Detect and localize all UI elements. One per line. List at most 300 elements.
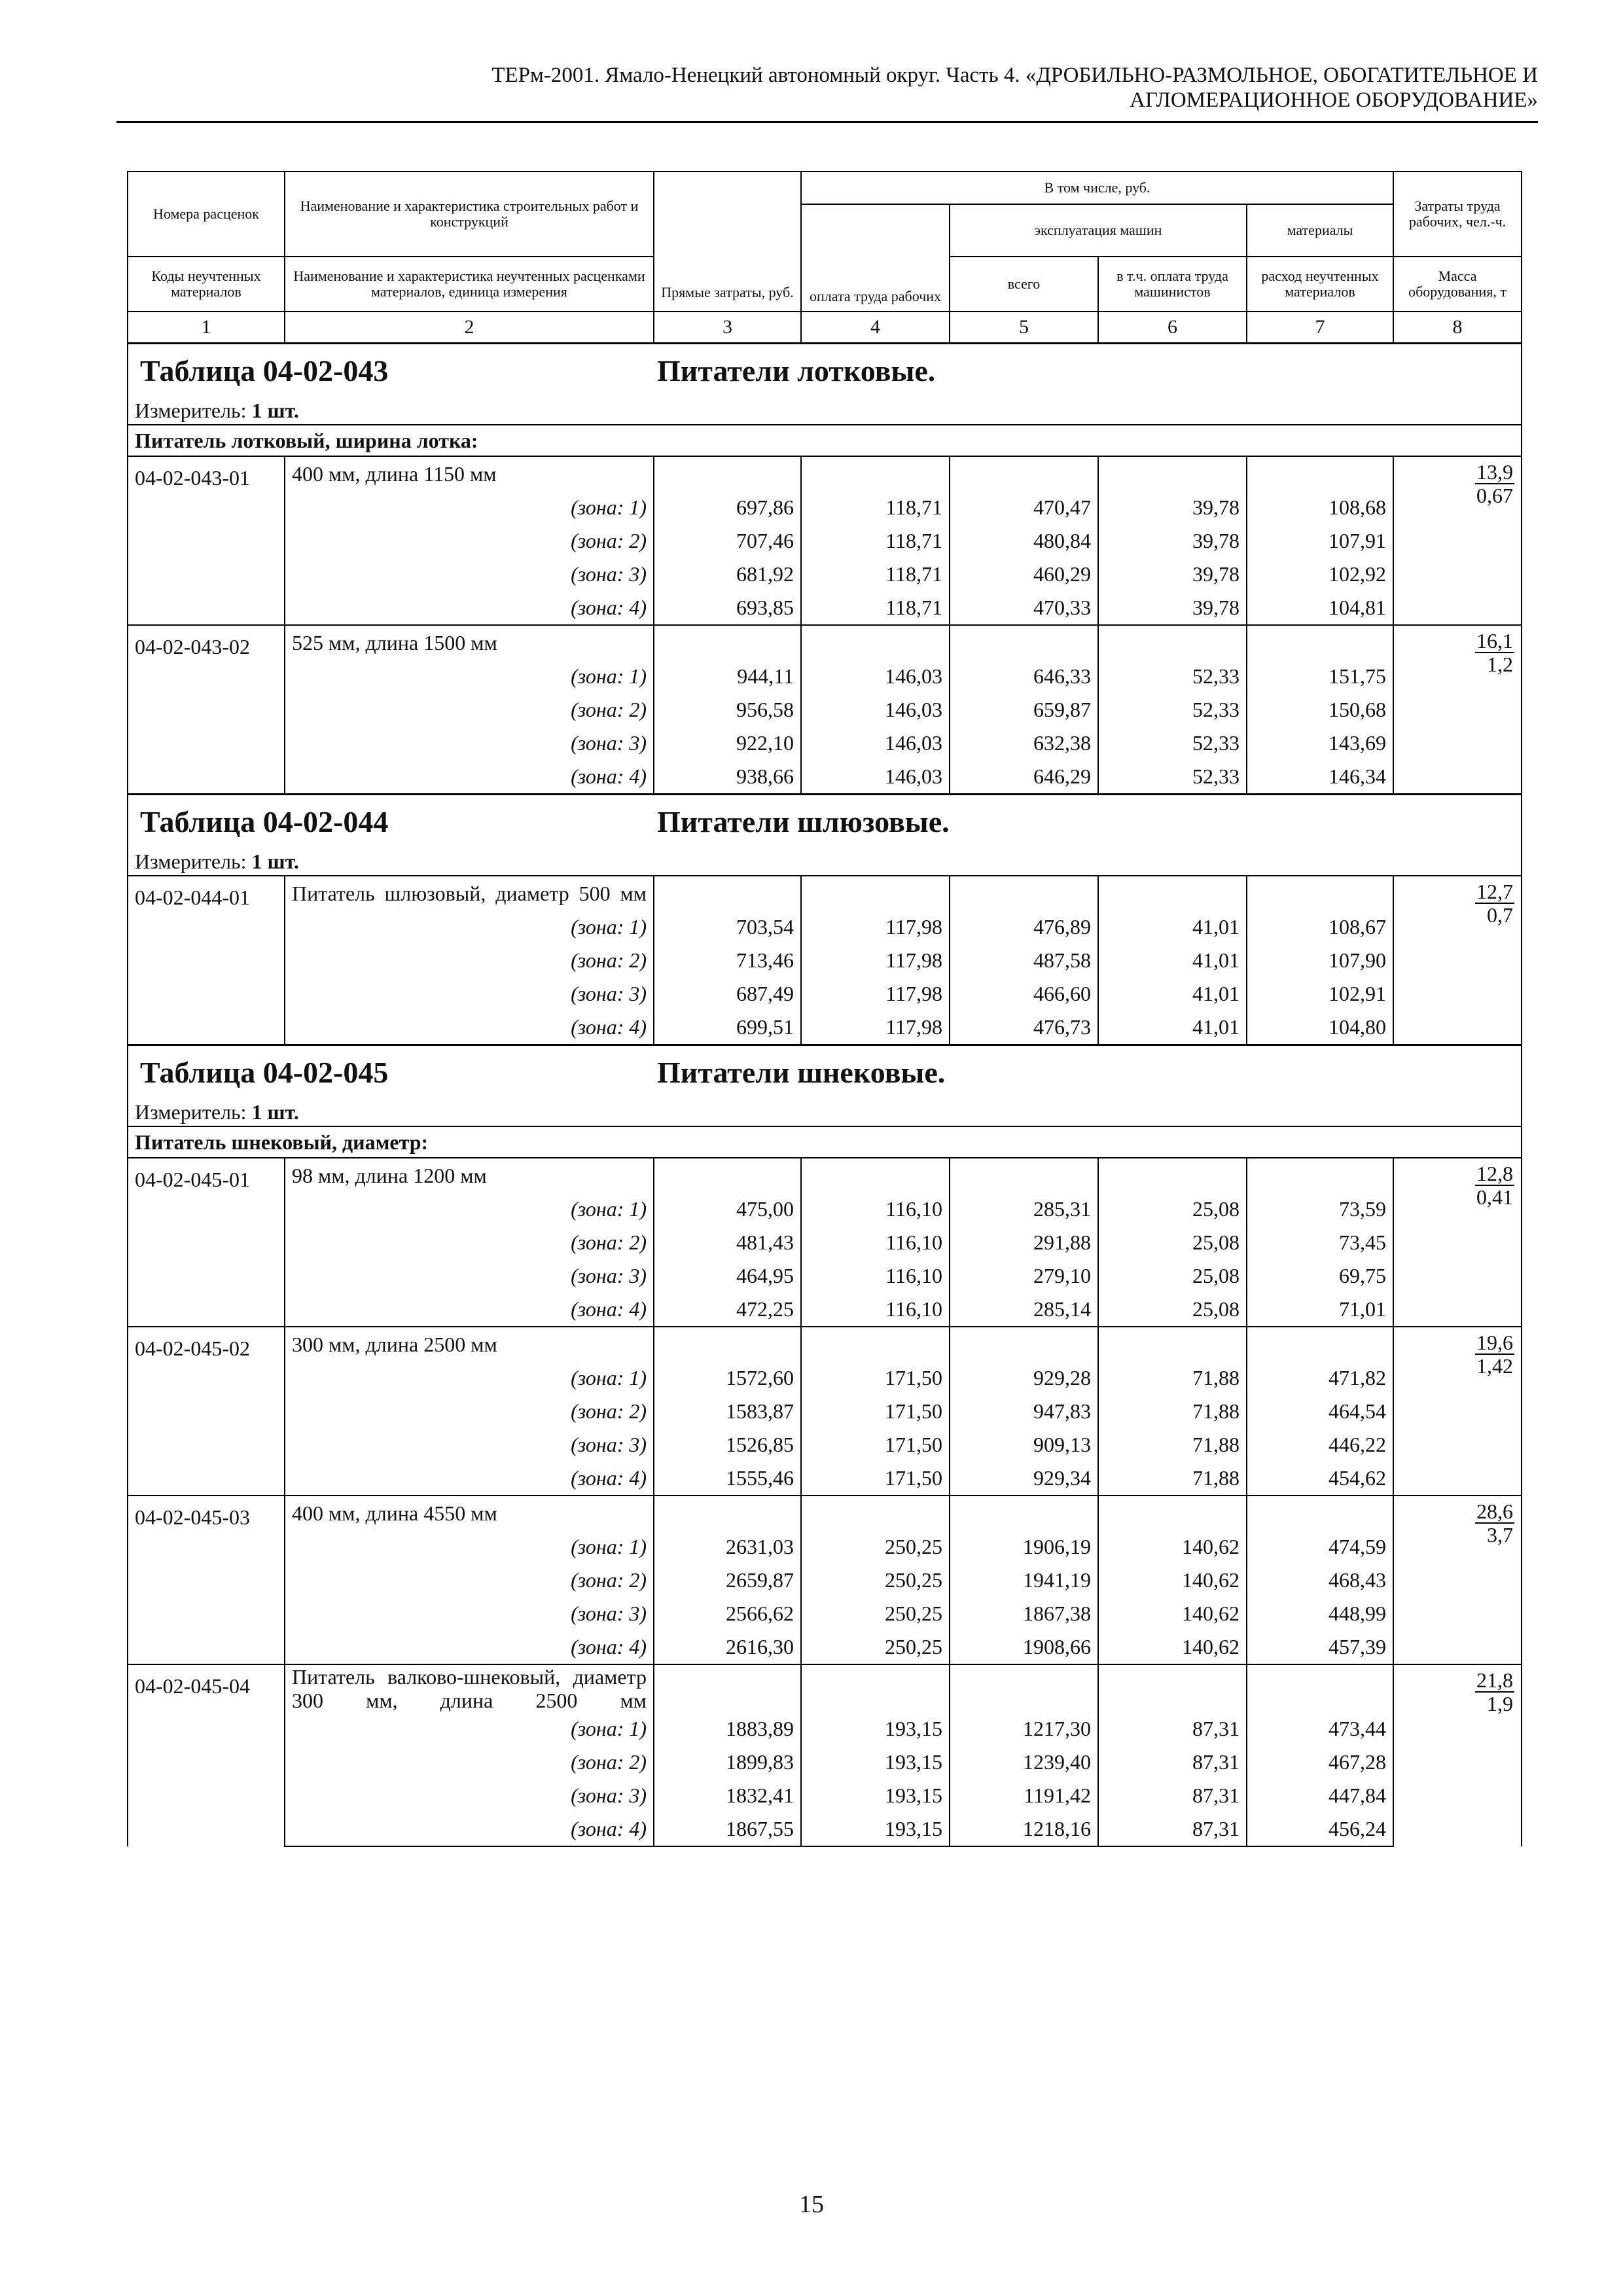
labor-hours: 12,7 (1476, 880, 1514, 903)
materials-cost: 102,92 (1247, 558, 1393, 591)
machines-total: 487,58 (950, 944, 1098, 977)
zone-row (128, 558, 1522, 591)
blank-cell (654, 876, 801, 910)
blank-cell (654, 625, 801, 660)
table-number: Таблица 04-02-044 (140, 804, 389, 838)
zone-row (128, 944, 1522, 977)
th-col2-bottom: Наименование и характеристика неучтенных расценками материалов, единица измерения (285, 257, 654, 312)
labor-hours: 12,8 (1476, 1162, 1514, 1185)
direct-cost: 703,54 (654, 910, 801, 944)
zone-label: (зона: 3) (285, 1259, 654, 1293)
meter-label: Измеритель: (135, 1100, 247, 1124)
table-title-row (128, 1045, 1522, 1099)
zone-label: (зона: 3) (285, 726, 654, 760)
direct-cost: 481,43 (654, 1226, 801, 1259)
direct-cost: 687,49 (654, 977, 801, 1011)
blank-cell (950, 456, 1098, 491)
materials-cost: 69,75 (1247, 1259, 1393, 1293)
table-title-cell (128, 1045, 1522, 1099)
equipment-mass: 0,67 (1476, 484, 1514, 507)
materials-cost: 108,67 (1247, 910, 1393, 944)
rate-row (128, 1158, 1522, 1193)
machines-total: 285,31 (950, 1193, 1098, 1226)
materials-cost: 108,68 (1247, 491, 1393, 524)
machines-total: 285,14 (950, 1293, 1098, 1327)
rate-row (128, 1327, 1522, 1361)
blank-cell (1098, 1664, 1247, 1712)
equipment-mass: 3,7 (1487, 1523, 1514, 1547)
direct-cost: 2631,03 (654, 1530, 801, 1564)
rate-row (128, 1664, 1522, 1712)
machines-total: 291,88 (950, 1226, 1098, 1259)
zone-label: (зона: 4) (285, 1812, 654, 1846)
meter-cell (128, 1098, 1522, 1126)
rate-name: 98 мм, длина 1200 мм (285, 1158, 654, 1193)
blank-cell (801, 1327, 950, 1361)
zone-label: (зона: 3) (285, 1779, 654, 1812)
zone-label: (зона: 4) (285, 1630, 654, 1664)
zone-row (128, 1597, 1522, 1630)
labor-pay: 118,71 (801, 591, 950, 625)
zone-row (128, 910, 1522, 944)
machinists-pay: 41,01 (1098, 977, 1247, 1011)
direct-cost: 699,51 (654, 1011, 801, 1045)
labor-pay: 146,03 (801, 660, 950, 693)
labor-pay: 250,25 (801, 1630, 950, 1664)
materials-cost: 151,75 (1247, 660, 1393, 693)
blank-cell (654, 1327, 801, 1361)
labor-mass-fraction (1475, 880, 1514, 926)
labor-pay: 250,25 (801, 1597, 950, 1630)
th-col8-top: Затраты труда рабочих, чел.-ч. (1393, 171, 1522, 257)
materials-cost: 104,81 (1247, 591, 1393, 625)
materials-cost: 107,90 (1247, 944, 1393, 977)
table-number: Таблица 04-02-045 (140, 1055, 389, 1089)
rate-row (128, 1496, 1522, 1530)
materials-cost: 471,82 (1247, 1361, 1393, 1395)
column-number: 3 (654, 312, 801, 344)
table-title-cell (128, 795, 1522, 848)
column-number: 1 (128, 312, 285, 344)
meter-value: 1 шт. (251, 398, 299, 422)
table-name: Питатели шнековые. (657, 1055, 946, 1089)
machinists-pay: 71,88 (1098, 1428, 1247, 1462)
labor-pay: 146,03 (801, 760, 950, 795)
zone-row (128, 1361, 1522, 1395)
zone-label: (зона: 1) (285, 1530, 654, 1564)
header-line-1: ТЕРм-2001. Ямало-Ненецкий автономный округ. Часть 4. «ДРОБИЛЬНО-РАЗМОЛЬНОЕ, ОБОГАТИТЕЛЬНОЕ И (491, 63, 1538, 87)
labor-pay: 171,50 (801, 1361, 950, 1395)
equipment-mass: 0,7 (1487, 903, 1514, 927)
direct-cost: 1583,87 (654, 1395, 801, 1428)
blank-cell (654, 1664, 801, 1712)
labor-pay: 117,98 (801, 977, 950, 1011)
zone-row (128, 1630, 1522, 1664)
labor-pay: 118,71 (801, 524, 950, 558)
materials-cost: 143,69 (1247, 726, 1393, 760)
zone-label: (зона: 1) (285, 1712, 654, 1746)
machinists-pay: 39,78 (1098, 524, 1247, 558)
zone-row (128, 591, 1522, 625)
rate-code: 04-02-044-01 (128, 876, 285, 1045)
blank-cell (1247, 1158, 1393, 1193)
labor-pay: 117,98 (801, 944, 950, 977)
materials-cost: 71,01 (1247, 1293, 1393, 1327)
meter-label: Измеритель: (135, 849, 247, 873)
zone-row (128, 1530, 1522, 1564)
direct-cost: 707,46 (654, 524, 801, 558)
blank-cell (1098, 456, 1247, 491)
blank-cell (801, 1158, 950, 1193)
machines-total: 470,33 (950, 591, 1098, 625)
subheading: Питатель шнековый, диаметр: (128, 1126, 1522, 1158)
machinists-pay: 52,33 (1098, 693, 1247, 726)
zone-label: (зона: 1) (285, 1361, 654, 1395)
direct-cost: 1555,46 (654, 1462, 801, 1496)
zone-label: (зона: 3) (285, 558, 654, 591)
materials-cost: 73,45 (1247, 1226, 1393, 1259)
labor-pay: 171,50 (801, 1395, 950, 1428)
machinists-pay: 87,31 (1098, 1746, 1247, 1779)
column-numbers-row (128, 312, 1522, 344)
page-number: 15 (799, 2191, 824, 2218)
table-name: Питатели лотковые. (657, 353, 936, 387)
materials-cost: 446,22 (1247, 1428, 1393, 1462)
machines-total: 1239,40 (950, 1746, 1098, 1779)
meter-row (128, 1098, 1522, 1126)
machines-total: 480,84 (950, 524, 1098, 558)
materials-cost: 447,84 (1247, 1779, 1393, 1812)
machinists-pay: 71,88 (1098, 1395, 1247, 1428)
meter-row (128, 397, 1522, 425)
labor-mass-cell (1393, 1496, 1522, 1664)
machines-total: 929,34 (950, 1462, 1098, 1496)
th-col3: Прямые затраты, руб. (654, 171, 801, 312)
machines-total: 632,38 (950, 726, 1098, 760)
machinists-pay: 140,62 (1098, 1564, 1247, 1597)
machinists-pay: 87,31 (1098, 1812, 1247, 1846)
zone-label: (зона: 3) (285, 977, 654, 1011)
rate-code: 04-02-045-03 (128, 1496, 285, 1664)
labor-mass-cell (1393, 1327, 1522, 1496)
zone-label: (зона: 2) (285, 1746, 654, 1779)
blank-cell (1098, 1158, 1247, 1193)
blank-cell (1098, 1496, 1247, 1530)
blank-cell (801, 456, 950, 491)
machinists-pay: 87,31 (1098, 1712, 1247, 1746)
zone-row (128, 491, 1522, 524)
blank-cell (950, 1496, 1098, 1530)
blank-cell (1247, 456, 1393, 491)
machinists-pay: 140,62 (1098, 1630, 1247, 1664)
table-title (135, 804, 1514, 839)
direct-cost: 713,46 (654, 944, 801, 977)
labor-pay: 116,10 (801, 1193, 950, 1226)
labor-pay: 193,15 (801, 1712, 950, 1746)
zone-row (128, 1395, 1522, 1428)
meter-cell (128, 397, 1522, 425)
column-number: 7 (1247, 312, 1393, 344)
meter-value: 1 шт. (251, 1100, 299, 1124)
th-col2-top: Наименование и характеристика строительных работ и конструкций (285, 171, 654, 257)
machinists-pay: 52,33 (1098, 760, 1247, 795)
direct-cost: 938,66 (654, 760, 801, 795)
table-title-cell (128, 344, 1522, 397)
rate-code: 04-02-045-02 (128, 1327, 285, 1496)
materials-cost: 474,59 (1247, 1530, 1393, 1564)
labor-hours: 21,8 (1476, 1668, 1514, 1692)
blank-cell (950, 876, 1098, 910)
blank-cell (1247, 1664, 1393, 1712)
blank-cell (1098, 1327, 1247, 1361)
machines-total: 646,33 (950, 660, 1098, 693)
direct-cost: 472,25 (654, 1293, 801, 1327)
rate-code: 04-02-045-04 (128, 1664, 285, 1846)
direct-cost: 1883,89 (654, 1712, 801, 1746)
machinists-pay: 52,33 (1098, 726, 1247, 760)
direct-cost: 956,58 (654, 693, 801, 726)
direct-cost: 1832,41 (654, 1779, 801, 1812)
direct-cost: 2616,30 (654, 1630, 801, 1664)
rate-name: Питатель шлюзовый, диаметр 500 мм (285, 876, 654, 910)
rate-name: 525 мм, длина 1500 мм (285, 625, 654, 660)
table-title (135, 1055, 1514, 1090)
labor-mass-fraction (1475, 630, 1514, 675)
labor-mass-cell (1393, 1158, 1522, 1327)
labor-pay: 171,50 (801, 1428, 950, 1462)
labor-mass-cell (1393, 1664, 1522, 1846)
materials-cost: 73,59 (1247, 1193, 1393, 1226)
rate-row (128, 456, 1522, 491)
column-number: 2 (285, 312, 654, 344)
zone-row (128, 1259, 1522, 1293)
direct-cost: 1572,60 (654, 1361, 801, 1395)
column-number: 6 (1098, 312, 1247, 344)
direct-cost: 944,11 (654, 660, 801, 693)
zone-label: (зона: 3) (285, 1428, 654, 1462)
zone-row (128, 760, 1522, 795)
labor-pay: 117,98 (801, 910, 950, 944)
labor-mass-cell (1393, 625, 1522, 795)
subheading-row (128, 425, 1522, 456)
column-number: 8 (1393, 312, 1522, 344)
machinists-pay: 39,78 (1098, 558, 1247, 591)
zone-row (128, 1011, 1522, 1045)
labor-pay: 118,71 (801, 558, 950, 591)
th-col8-bottom: Масса оборудования, т (1393, 257, 1522, 312)
direct-cost: 464,95 (654, 1259, 801, 1293)
zone-label: (зона: 2) (285, 1564, 654, 1597)
column-number: 5 (950, 312, 1098, 344)
zone-row (128, 1428, 1522, 1462)
machinists-pay: 71,88 (1098, 1462, 1247, 1496)
zone-label: (зона: 4) (285, 1462, 654, 1496)
labor-pay: 116,10 (801, 1226, 950, 1259)
header-line-2: АГЛОМЕРАЦИОННОЕ ОБОРУДОВАНИЕ» (1130, 88, 1538, 112)
blank-cell (950, 1664, 1098, 1712)
materials-cost: 102,91 (1247, 977, 1393, 1011)
blank-cell (950, 1158, 1098, 1193)
zone-label: (зона: 1) (285, 1193, 654, 1226)
machines-total: 476,89 (950, 910, 1098, 944)
blank-cell (801, 1496, 950, 1530)
labor-mass-fraction (1475, 1500, 1514, 1546)
labor-pay: 116,10 (801, 1259, 950, 1293)
zone-row (128, 1293, 1522, 1327)
labor-pay: 171,50 (801, 1462, 950, 1496)
rate-code: 04-02-043-02 (128, 625, 285, 795)
labor-pay: 250,25 (801, 1564, 950, 1597)
blank-cell (1247, 1496, 1393, 1530)
subheading: Питатель лотковый, ширина лотка: (128, 425, 1522, 456)
equipment-mass: 1,2 (1487, 653, 1514, 676)
zone-row (128, 524, 1522, 558)
zone-row (128, 1712, 1522, 1746)
machines-total: 909,13 (950, 1428, 1098, 1462)
labor-mass-fraction (1475, 1331, 1514, 1377)
labor-mass-fraction (1475, 1669, 1514, 1715)
blank-cell (1098, 876, 1247, 910)
direct-cost: 1526,85 (654, 1428, 801, 1462)
machinists-pay: 25,08 (1098, 1193, 1247, 1226)
zone-label: (зона: 4) (285, 591, 654, 625)
blank-cell (950, 625, 1098, 660)
materials-cost: 473,44 (1247, 1712, 1393, 1746)
table-title-row (128, 795, 1522, 848)
zone-label: (зона: 2) (285, 944, 654, 977)
labor-pay: 193,15 (801, 1779, 950, 1812)
materials-cost: 467,28 (1247, 1746, 1393, 1779)
labor-pay: 116,10 (801, 1293, 950, 1327)
machines-total: 659,87 (950, 693, 1098, 726)
machines-total: 476,73 (950, 1011, 1098, 1045)
machines-total: 470,47 (950, 491, 1098, 524)
zone-label: (зона: 4) (285, 1293, 654, 1327)
machinists-pay: 25,08 (1098, 1259, 1247, 1293)
materials-cost: 456,24 (1247, 1812, 1393, 1846)
materials-cost: 448,99 (1247, 1597, 1393, 1630)
zone-row (128, 660, 1522, 693)
machinists-pay: 71,88 (1098, 1361, 1247, 1395)
labor-pay: 250,25 (801, 1530, 950, 1564)
th-col4: оплата труда рабочих (801, 204, 950, 312)
blank-cell (1247, 625, 1393, 660)
materials-cost: 107,91 (1247, 524, 1393, 558)
materials-cost: 150,68 (1247, 693, 1393, 726)
blank-cell (654, 1496, 801, 1530)
rate-row (128, 876, 1522, 910)
labor-mass-fraction (1475, 461, 1514, 507)
th-in-total: В том числе, руб. (801, 171, 1393, 204)
zone-label: (зона: 4) (285, 760, 654, 795)
zone-row (128, 1812, 1522, 1846)
machinists-pay: 41,01 (1098, 910, 1247, 944)
th-materials: материалы (1247, 204, 1393, 257)
equipment-mass: 1,42 (1476, 1354, 1514, 1378)
blank-cell (950, 1327, 1098, 1361)
direct-cost: 475,00 (654, 1193, 801, 1226)
table-name: Питатели шлюзовые. (657, 804, 950, 838)
labor-hours: 16,1 (1476, 629, 1514, 653)
th-machines: эксплуатация машин (950, 204, 1247, 257)
machinists-pay: 52,33 (1098, 660, 1247, 693)
table-body (128, 344, 1522, 1847)
labor-mass-fraction (1475, 1162, 1514, 1208)
blank-cell (654, 456, 801, 491)
running-header (116, 63, 1538, 113)
machines-total: 279,10 (950, 1259, 1098, 1293)
blank-cell (801, 876, 950, 910)
materials-cost: 457,39 (1247, 1630, 1393, 1664)
labor-hours: 28,6 (1476, 1499, 1514, 1523)
zone-label: (зона: 1) (285, 491, 654, 524)
labor-hours: 19,6 (1476, 1331, 1514, 1354)
materials-cost: 104,80 (1247, 1011, 1393, 1045)
direct-cost: 1867,55 (654, 1812, 801, 1846)
machinists-pay: 39,78 (1098, 591, 1247, 625)
direct-cost: 697,86 (654, 491, 801, 524)
rate-row (128, 625, 1522, 660)
th-col5: всего (950, 257, 1098, 312)
table-header (128, 171, 1522, 344)
blank-cell (801, 625, 950, 660)
th-col7: расход неучтенных материалов (1247, 257, 1393, 312)
machines-total: 1217,30 (950, 1712, 1098, 1746)
zone-label: (зона: 1) (285, 910, 654, 944)
zone-label: (зона: 2) (285, 693, 654, 726)
subheading-row (128, 1126, 1522, 1158)
th-col1-top: Номера расценок (128, 171, 285, 257)
machines-total: 466,60 (950, 977, 1098, 1011)
zone-row (128, 1746, 1522, 1779)
rate-name: 400 мм, длина 1150 мм (285, 456, 654, 491)
blank-cell (1098, 625, 1247, 660)
machines-total: 1908,66 (950, 1630, 1098, 1664)
zone-row (128, 1779, 1522, 1812)
meter-label: Измеритель: (135, 398, 247, 422)
machinists-pay: 41,01 (1098, 1011, 1247, 1045)
direct-cost: 1899,83 (654, 1746, 801, 1779)
labor-mass-cell (1393, 456, 1522, 625)
header-rule (116, 121, 1538, 123)
meter-value: 1 шт. (251, 849, 299, 873)
zone-row (128, 1462, 1522, 1496)
materials-cost: 468,43 (1247, 1564, 1393, 1597)
zone-row (128, 977, 1522, 1011)
machinists-pay: 140,62 (1098, 1530, 1247, 1564)
rate-name: Питатель валково-шнековый, диаметр 300 мм, длина 2500 мм (285, 1664, 654, 1712)
zone-label: (зона: 3) (285, 1597, 654, 1630)
labor-pay: 117,98 (801, 1011, 950, 1045)
meter-row (128, 848, 1522, 876)
labor-hours: 13,9 (1476, 460, 1514, 484)
blank-cell (1247, 876, 1393, 910)
machinists-pay: 87,31 (1098, 1779, 1247, 1812)
labor-pay: 118,71 (801, 491, 950, 524)
materials-cost: 464,54 (1247, 1395, 1393, 1428)
rates-table (127, 171, 1522, 1847)
machinists-pay: 41,01 (1098, 944, 1247, 977)
machines-total: 460,29 (950, 558, 1098, 591)
machines-total: 646,29 (950, 760, 1098, 795)
machines-total: 929,28 (950, 1361, 1098, 1395)
rate-name: 300 мм, длина 2500 мм (285, 1327, 654, 1361)
rate-code: 04-02-043-01 (128, 456, 285, 625)
zone-label: (зона: 2) (285, 1395, 654, 1428)
zone-label: (зона: 4) (285, 1011, 654, 1045)
zone-row (128, 1193, 1522, 1226)
blank-cell (801, 1664, 950, 1712)
